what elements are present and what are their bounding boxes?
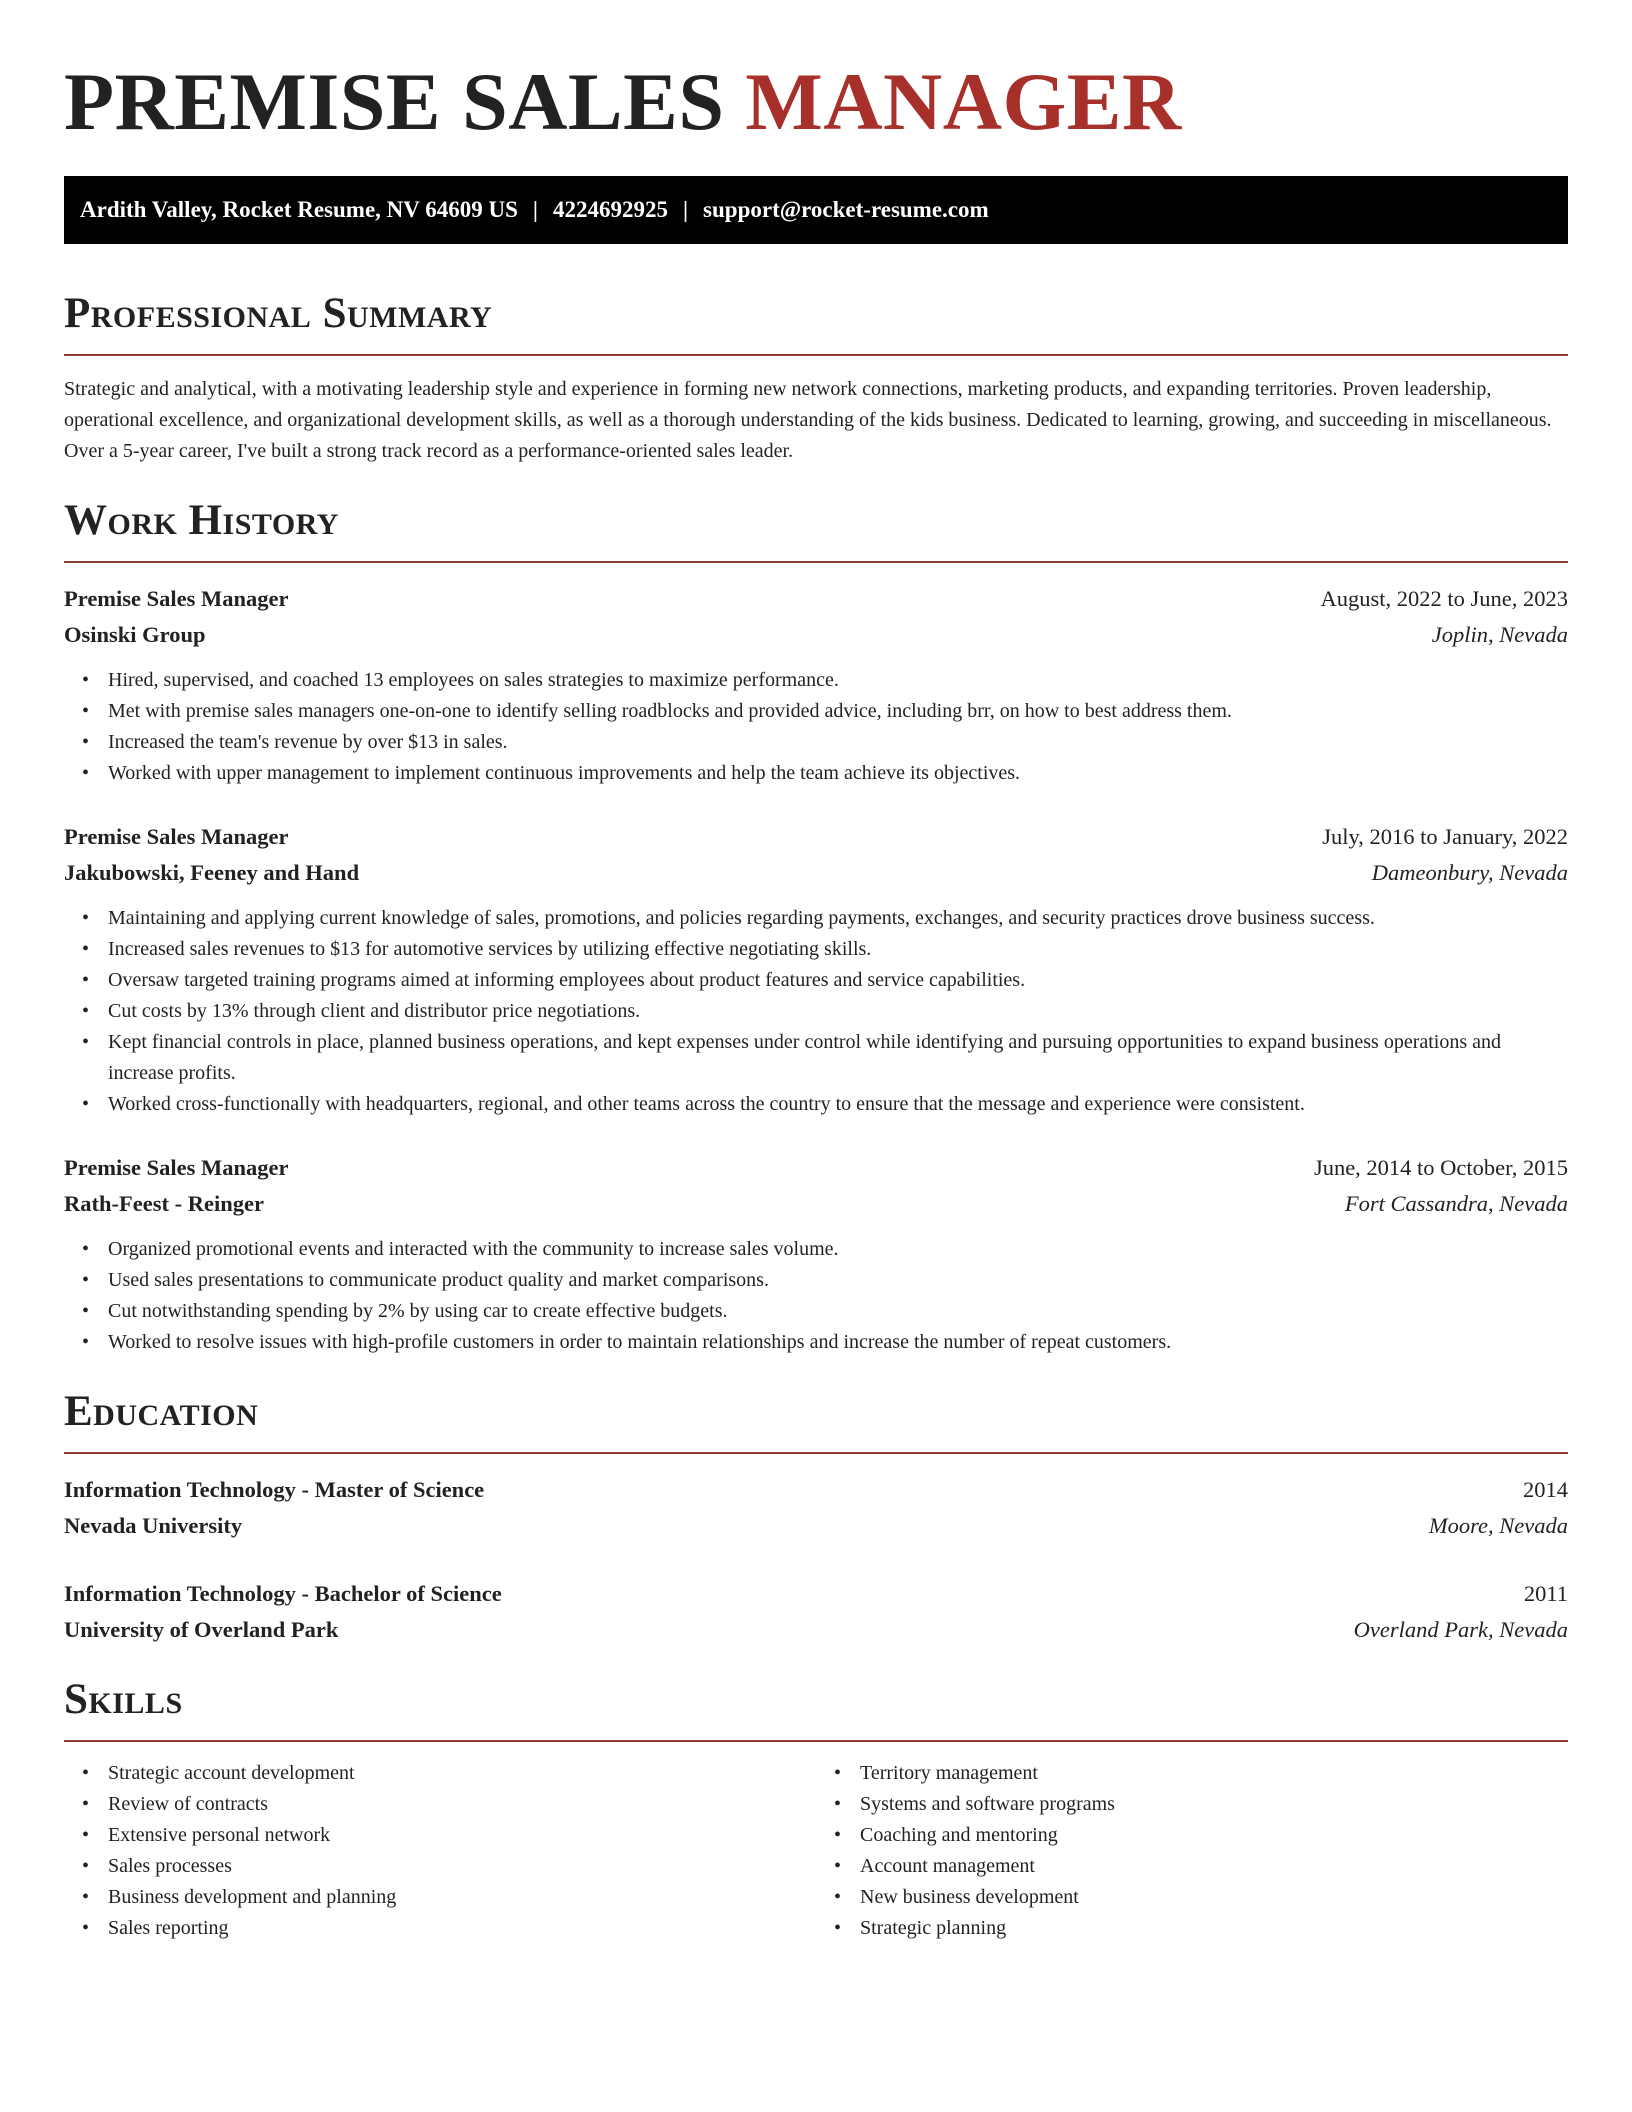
job-bullet: • Cut costs by 13% through client and distributor price negotiations. <box>108 996 1568 1027</box>
summary-section <box>64 286 1568 467</box>
job-location: Joplin, Nevada <box>1431 622 1568 647</box>
name-last: MANAGER <box>745 56 1182 147</box>
summary-text: Strategic and analytical, with a motivating leadership style and experience in forming new network connections, marketing products, and expanding territories. Proven leadership, operational excellence, and organizational development skills, as well as a thorough understanding of the kids business. Dedicated to learning, growing, and succeeding in miscellaneous. Over a 5-year career, I've built a strong track record as a performance-oriented sales leader. <box>64 378 1552 462</box>
skill-item: • Business development and planning <box>108 1882 816 1913</box>
job-bullet: • Kept financial controls in place, planned business operations, and kept expenses under control while identifying and pursuing opportunities to expand business operations and increase profits. <box>108 1027 1568 1089</box>
job-header-row <box>64 819 1568 855</box>
education-degree-row <box>64 1472 1568 1508</box>
job-company: Rath-Feest - Reinger <box>64 1191 264 1216</box>
job-location: Fort Cassandra, Nevada <box>1344 1191 1568 1216</box>
section-divider <box>64 1452 1568 1454</box>
job-bullet: • Cut notwithstanding spending by 2% by using car to create effective budgets. <box>108 1296 1568 1327</box>
education-entry <box>64 1472 1568 1544</box>
job-dates: June, 2014 to October, 2015 <box>1313 1155 1568 1180</box>
section-divider <box>64 1740 1568 1742</box>
education-entry <box>64 1576 1568 1648</box>
section-title-skills: Skills <box>64 1676 183 1723</box>
job-bullets <box>64 665 1568 789</box>
contact-separator: | <box>532 197 538 222</box>
job-entry <box>64 1150 1568 1358</box>
job-bullet: • Met with premise sales managers one-on-one to identify selling roadblocks and provided advice, including brr, on how to best address them. <box>108 696 1568 727</box>
section-title-summary: Professional Summary <box>64 290 493 337</box>
education-school-row <box>64 1612 1568 1648</box>
skills-column-left <box>64 1758 816 1944</box>
contact-phone: 4224692925 <box>552 197 668 222</box>
job-location: Dameonbury, Nevada <box>1371 860 1568 885</box>
education-year: 2014 <box>1523 1477 1568 1502</box>
skill-item: • Territory management <box>860 1758 1568 1789</box>
skill-item: • Sales processes <box>108 1851 816 1882</box>
section-title-work: Work History <box>64 497 339 544</box>
job-bullet: • Oversaw targeted training programs aimed at informing employees about product features and service capabilities. <box>108 965 1568 996</box>
skills-column-right <box>816 1758 1568 1944</box>
resume-name <box>64 52 1568 152</box>
education-year: 2011 <box>1523 1581 1568 1606</box>
section-title-education: Education <box>64 1388 259 1435</box>
job-dates: August, 2022 to June, 2023 <box>1320 586 1568 611</box>
job-entry <box>64 819 1568 1120</box>
education-degree: Information Technology - Bachelor of Science <box>64 1581 502 1606</box>
education-location: Overland Park, Nevada <box>1353 1617 1568 1642</box>
skill-item: • Systems and software programs <box>860 1789 1568 1820</box>
skill-item: • Strategic account development <box>108 1758 816 1789</box>
education-school-row <box>64 1508 1568 1544</box>
job-role: Premise Sales Manager <box>64 1155 289 1180</box>
job-entry <box>64 581 1568 789</box>
job-dates: July, 2016 to January, 2022 <box>1322 824 1568 849</box>
contact-email: support@rocket-resume.com <box>703 197 989 222</box>
resume-page <box>64 52 1568 1944</box>
job-bullet: • Worked to resolve issues with high-profile customers in order to maintain relationships and increase the number of repeat customers. <box>108 1327 1568 1358</box>
job-header-row <box>64 581 1568 617</box>
skill-item: • Account management <box>860 1851 1568 1882</box>
section-divider <box>64 561 1568 563</box>
job-company: Osinski Group <box>64 622 206 647</box>
job-bullet: • Maintaining and applying current knowledge of sales, promotions, and policies regarding payments, exchanges, and security practices drove business success. <box>108 903 1568 934</box>
job-role: Premise Sales Manager <box>64 824 289 849</box>
job-company-row <box>64 855 1568 891</box>
job-bullets <box>64 903 1568 1120</box>
contact-bar <box>64 176 1568 244</box>
name-first: PREMISE SALES <box>64 56 725 147</box>
skills-section <box>64 1672 1568 1944</box>
education-section <box>64 1384 1568 1648</box>
skill-item: • Extensive personal network <box>108 1820 816 1851</box>
skill-item: • New business development <box>860 1882 1568 1913</box>
work-history-section <box>64 493 1568 1358</box>
contact-separator: | <box>682 197 689 222</box>
job-company-row <box>64 1186 1568 1222</box>
skill-item: • Sales reporting <box>108 1913 816 1944</box>
education-degree-row <box>64 1576 1568 1612</box>
job-bullet: • Organized promotional events and interacted with the community to increase sales volume. <box>108 1234 1568 1265</box>
section-divider <box>64 354 1568 356</box>
job-role: Premise Sales Manager <box>64 586 289 611</box>
job-company-row <box>64 617 1568 653</box>
job-bullet: • Used sales presentations to communicate product quality and market comparisons. <box>108 1265 1568 1296</box>
job-bullet: • Hired, supervised, and coached 13 employees on sales strategies to maximize performance. <box>108 665 1568 696</box>
education-degree: Information Technology - Master of Science <box>64 1477 485 1502</box>
skill-item: • Review of contracts <box>108 1789 816 1820</box>
education-school: Nevada University <box>64 1513 243 1538</box>
contact-address: Ardith Valley, Rocket Resume, NV 64609 US <box>80 197 518 222</box>
job-bullets <box>64 1234 1568 1358</box>
job-bullet: • Worked with upper management to implement continuous improvements and help the team achieve its objectives. <box>108 758 1568 789</box>
job-bullet: • Increased the team's revenue by over $13 in sales. <box>108 727 1568 758</box>
job-bullet: • Increased sales revenues to $13 for automotive services by utilizing effective negotiating skills. <box>108 934 1568 965</box>
skill-item: • Coaching and mentoring <box>860 1820 1568 1851</box>
job-bullet: • Worked cross-functionally with headquarters, regional, and other teams across the country to ensure that the message and experience were consistent. <box>108 1089 1568 1120</box>
job-header-row <box>64 1150 1568 1186</box>
education-school: University of Overland Park <box>64 1617 339 1642</box>
skill-item: • Strategic planning <box>860 1913 1568 1944</box>
education-location: Moore, Nevada <box>1428 1513 1568 1538</box>
job-company: Jakubowski, Feeney and Hand <box>64 860 360 885</box>
skills-grid <box>64 1758 1568 1944</box>
